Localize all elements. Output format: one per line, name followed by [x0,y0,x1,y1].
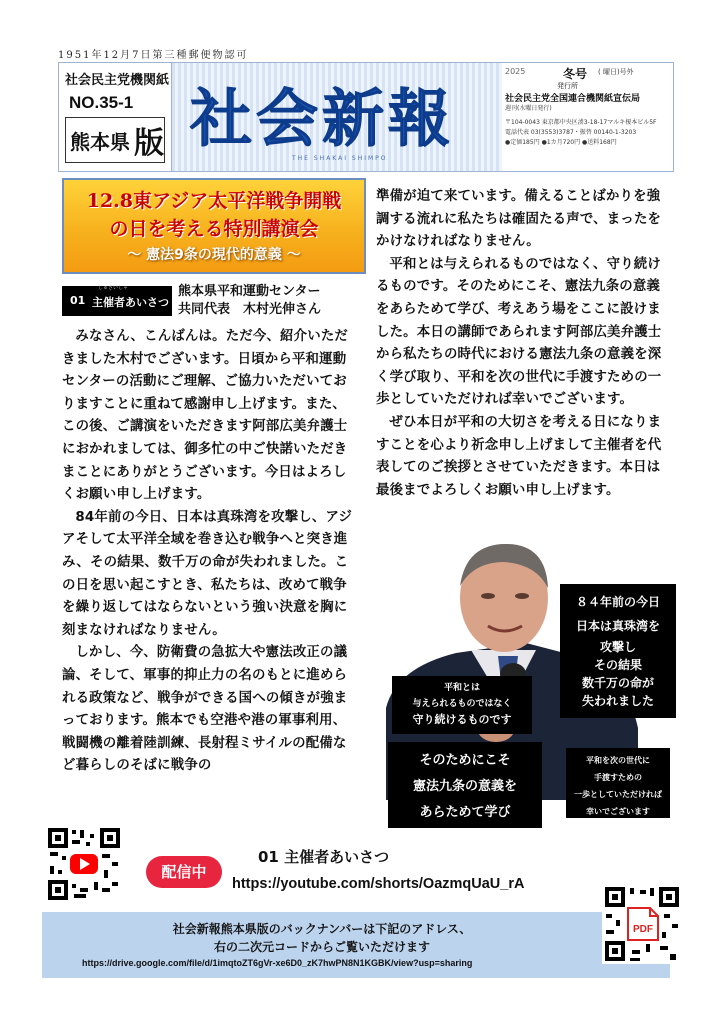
section-tag [62,286,172,316]
footer-text-line: 社会新報熊本県版のバックナンバーは下記のアドレス、 [172,922,472,936]
caption-line: 失われました [581,694,654,708]
caption-box [560,584,676,718]
caption-line: その結果 [593,658,642,672]
paragraph: 84年前の今日、日本は真珠湾を攻撃し、アジアそして太平洋全域を巻き込む戦争へと突き進み、その結果、数千万の命が失われました。この日を思い起こすとき、私たちは、改めて戦争を繰り返してはならないという強い決意を胸に刻まなければなりません。 [62,509,353,638]
article-column-right [376,186,672,502]
caption-line: 憲法九条の意義を [412,779,517,794]
masthead-info-panel [503,63,673,171]
article-column-left [62,326,356,778]
footer-text-line: 右の二次元コードからご覧いただけます [213,940,430,954]
pdf-icon [628,908,658,940]
publisher-frequency: 週刊(水曜日発行) [505,105,552,112]
issue-number: NO.35-1 [69,93,134,112]
caption-line: 与えられるものではなく [412,699,512,709]
caption-line: 守り続けるものです [412,713,512,726]
live-badge: 配信中 [146,856,222,888]
caption-line: 手渡すための [594,773,642,782]
paragraph: 準備が迫て来ています。備えることばかりを強調する流れに私たちは確固たる声で、まったをかけなければなりません。 [376,189,662,250]
masthead [58,62,674,172]
youtube-qr-code[interactable] [46,826,122,902]
masthead-left-panel [59,63,172,171]
speaker-organization: 熊本県平和運動センター [178,284,321,299]
publisher-phone: 電話代表 03(3553)3787・振替 00140-1-3203 [505,129,637,136]
issue-day: ( 曜日)号外 [598,68,634,76]
price-line: ●定価185円 ●1カ月720円 ●送料168円 [505,139,617,146]
edition-prefecture: 熊本県 [70,130,130,154]
paragraph: しかし、今、防衛費の急拡大や憲法改正の議論、そして、軍事的抑止力の名のもとに進められる政策など、戦争ができる国への傾きが強まっております。熊本でも空港や港の軍事利用、戦闘機の離着陸訓練、長射程ミサイルの配備など暮らしのそばに戦争の [62,645,348,774]
publisher-address: 〒104-0043 東京都中央区湊3-18-17マルキ榎本ビル5F [505,119,657,126]
newspaper-title: 社会新報 [190,82,455,155]
speaker-name: 共同代表 木村光伸さん [178,302,322,317]
headline-subtitle: ～ 憲法9条の現代的意義 ～ [127,247,301,263]
caption-line: 数千万の命が [581,676,654,690]
postal-permit-line: 1951年12月7日第三種郵便物認可 [58,50,249,61]
section-tag-ruby: しゅさいしゃ [98,285,129,291]
pdf-label: PDF [633,924,653,935]
paragraph: 平和とは与えられるものではなく、守り続けるものです。そのためにこそ、憲法九条の意義をあらためて学び、考えあう場をここに設けました。本日の講師であられます阿部広美弁護士から私たちの時代における憲法九条の意義を深く学び取り、平和を次の世代に手渡すための一歩としていただければ幸いでございます。 [376,256,662,408]
headline-banner [62,178,366,274]
edition-label: 版 [134,126,164,161]
issue-season: 冬号 [563,67,588,81]
pdf-qr-code[interactable] [602,884,682,964]
caption-line: あらためて学び [419,805,511,820]
footer-backnumber-box [42,912,670,978]
caption-line: 日本は真珠湾を [575,619,660,633]
masthead-title-panel [172,63,502,171]
caption-line: ８４年前の今日 [575,595,660,609]
publisher-heading: 発行所 [557,82,578,90]
paragraph: みなさん、こんばんは。ただ今、紹介いただきました木村でございます。日頃から平和運動センターの活動にご理解、ご協力いただいておりますことに重ねて感謝申し上げます。また、この後、ご講演をいただきます阿部広美弁護士におかれましては、御多忙の中ご快諾いただきまことにありがとうございます。今日はよろしくお願い申し上げます。 [62,329,349,503]
section-title: 主催者あいさつ [92,296,169,309]
issue-year: 2025 [505,67,526,76]
caption-line: 平和を次の世代に [586,756,650,765]
section-number: 01 [70,294,86,307]
caption-box [392,676,532,734]
paragraph: ぜひ本日が平和の大切さを考える日になりますことを心より祈念申し上げまして主催者を代表してのご挨拶とさせていただきます。本日は最後までよろしくお願い申し上げます。 [376,414,662,498]
stream-title: 01 主催者あいさつ [258,848,390,866]
caption-box [566,748,670,818]
caption-box [388,742,542,828]
caption-line: そのためにこそ [419,753,511,768]
stream-url-link[interactable]: https://youtube.com/shorts/OazmqUaU_rA [232,876,525,892]
publisher-name: 社会民主党全国連合機関紙宣伝局 [505,94,641,104]
party-label: 社会民主党機関紙 [65,73,170,88]
play-button-icon [70,854,98,874]
caption-line: 一歩としていただければ [574,790,662,799]
caption-line: 平和とは [443,683,480,693]
caption-line: 幸いでございます [586,807,650,816]
headline-line-1: 12.8東アジア太平洋戦争開戦 [86,190,342,212]
caption-line: 攻撃し [599,640,636,654]
newspaper-subtitle: THE SHAKAI SHIMPO [292,155,388,162]
headline-line-2: の日を考える特別講演会 [109,218,319,240]
footer-url-link[interactable]: https://drive.google.com/file/d/1imqtoZT6gVr-xe6D0_zK7hwPN8N1KGBK/view?usp=sharing [82,958,473,968]
edition-box [65,117,165,163]
